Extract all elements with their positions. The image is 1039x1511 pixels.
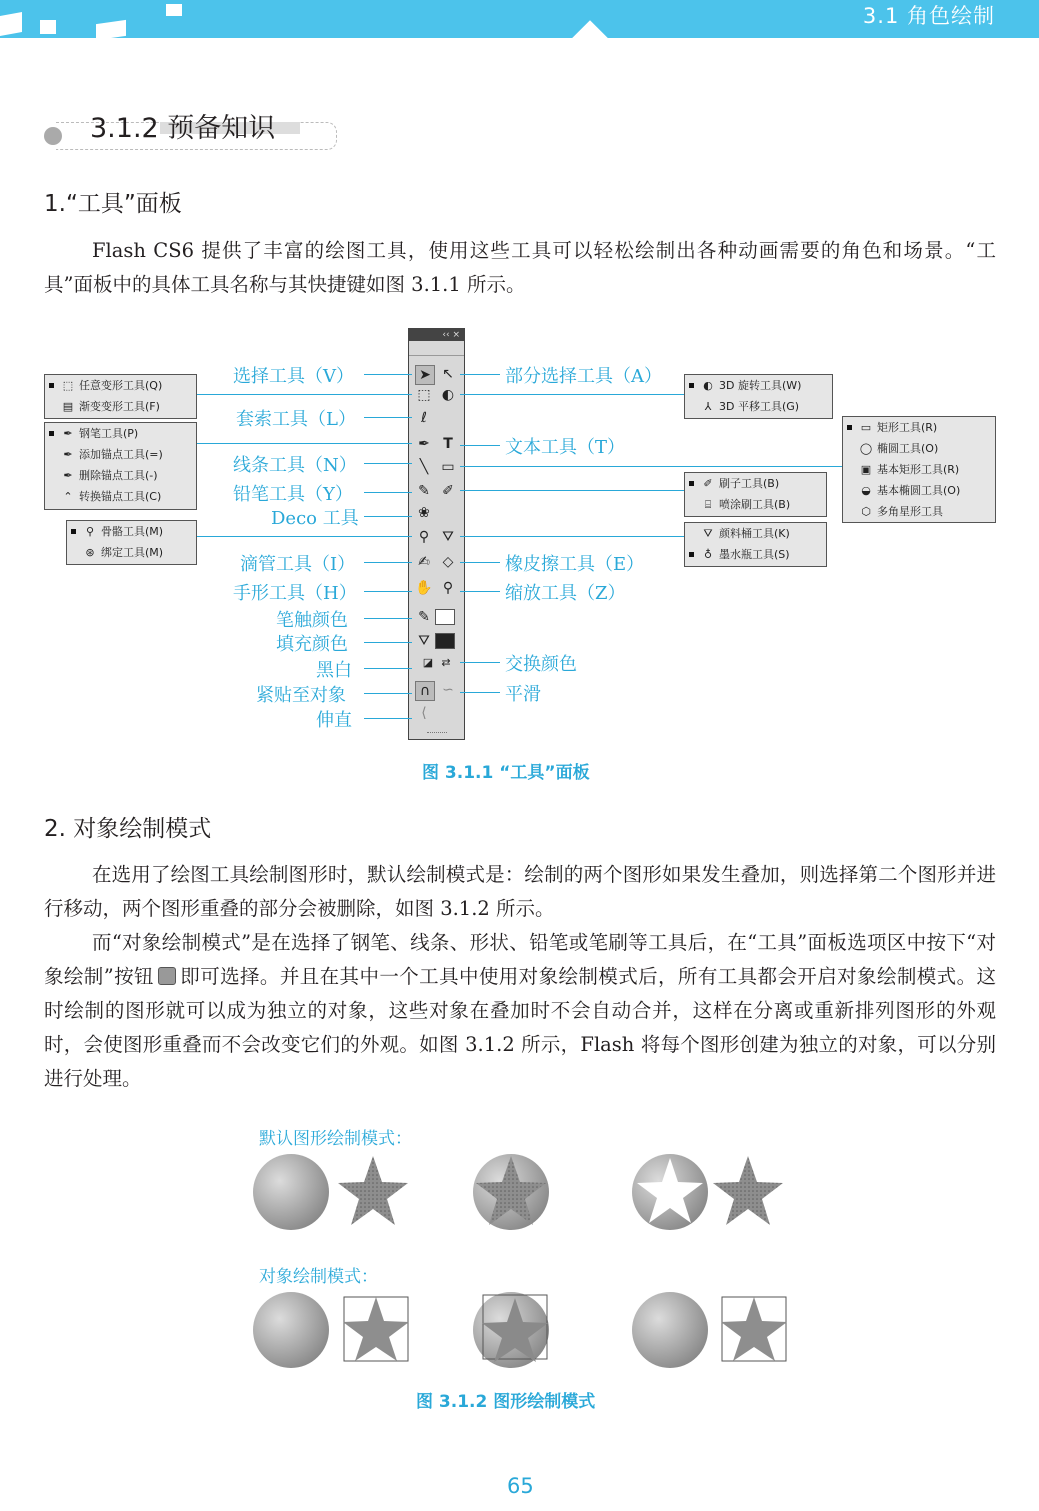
page-number: 65 (507, 1474, 534, 1498)
flyout-item[interactable] (685, 396, 832, 417)
connector-pen (196, 443, 412, 444)
leader-line (364, 693, 412, 694)
flyout-item[interactable] (685, 544, 826, 565)
polystar-icon: ⬡ (861, 505, 871, 518)
flyout-item[interactable] (45, 486, 196, 507)
flyout-item-label: 墨水瓶工具(S) (719, 548, 790, 561)
section-title: 3.1.2 预备知识 (90, 113, 276, 144)
connector-transform (196, 394, 412, 395)
header-decoration (166, 4, 182, 16)
flyout-item-label: 钢笔工具(P) (79, 427, 139, 440)
brush-icon[interactable]: ✐ (442, 483, 454, 499)
selection-arrow-icon[interactable]: ➤ (415, 365, 435, 385)
page-header (0, 0, 1039, 38)
deco-icon[interactable]: ❀ (418, 505, 430, 521)
bone-icon: ⚲ (85, 525, 95, 538)
label-pencil-tool: 铅笔工具（Y） (233, 484, 353, 505)
leader-line (460, 692, 500, 693)
default-star-moved (713, 1156, 783, 1225)
rectangle-icon: ▭ (860, 421, 872, 434)
free-transform-icon[interactable]: ⬚ (417, 387, 431, 403)
flyout-item-label: 刷子工具(B) (719, 477, 780, 490)
leader-line (460, 445, 500, 446)
leader-line (364, 642, 412, 643)
swap-colors-icon[interactable]: ⇄ (441, 656, 451, 669)
label-subselection-tool: 部分选择工具（A） (505, 366, 662, 387)
label-hand-tool: 手形工具（H） (233, 583, 357, 604)
primitive-oval-icon: ◒ (861, 484, 871, 497)
label-eraser-tool: 橡皮擦工具（E） (505, 554, 645, 575)
oval-icon: ◯ (859, 442, 873, 455)
label-smooth: 平滑 (505, 684, 541, 705)
connector-brush (460, 490, 684, 491)
flyout-item[interactable] (843, 501, 995, 522)
object-circle-1 (253, 1292, 329, 1368)
black-white-icon[interactable]: ◪ (422, 656, 434, 669)
lasso-icon[interactable]: ℓ (421, 410, 427, 426)
flyout-brush-tools (684, 472, 827, 517)
connector-bucket (460, 536, 684, 537)
flyout-transform-tools (44, 374, 197, 419)
flyout-item-label: 绑定工具(M) (101, 546, 164, 559)
flyout-item-label: 多角星形工具 (877, 505, 943, 518)
leader-line (364, 668, 412, 669)
object-drawing-button-icon (158, 967, 176, 985)
label-deco-tool: Deco 工具 (271, 508, 359, 529)
flyout-item[interactable] (45, 396, 196, 417)
label-object-mode: 对象绘制模式： (259, 1267, 378, 1287)
leader-line (364, 492, 412, 493)
leader-line (460, 374, 500, 375)
flyout-item[interactable] (685, 494, 826, 515)
flyout-3d-tools (684, 374, 833, 419)
leader-line (460, 591, 500, 592)
smooth-icon[interactable]: ∽ (442, 682, 454, 698)
pen-icon: ✒ (63, 427, 73, 440)
bone-icon[interactable]: ⚲ (418, 529, 430, 545)
flyout-bone-tools (66, 520, 197, 565)
leader-line (460, 662, 500, 663)
tools-panel-resize-grip (427, 732, 447, 736)
text-icon[interactable]: T (443, 436, 453, 452)
flyout-item[interactable] (685, 375, 832, 396)
flyout-item[interactable] (45, 444, 196, 465)
leader-line (364, 618, 412, 619)
flyout-item[interactable] (843, 459, 995, 480)
flyout-item[interactable] (843, 417, 995, 438)
flyout-item-label: 添加锚点工具(=) (79, 448, 163, 461)
leader-line (364, 718, 412, 719)
leader-line (364, 417, 412, 418)
flyout-item[interactable] (67, 521, 196, 542)
flyout-item-label: 任意变形工具(Q) (79, 379, 163, 392)
heading-tools-panel: 1.“工具”面板 (44, 191, 182, 217)
gradient-transform-icon: ▤ (62, 400, 74, 413)
pencil-icon[interactable]: ✎ (418, 483, 430, 499)
flyout-item[interactable] (67, 542, 196, 563)
label-line-tool: 线条工具（N） (233, 455, 357, 476)
label-default-mode: 默认图形绘制模式： (259, 1129, 412, 1149)
paint-bucket-icon[interactable]: ⛛ (442, 529, 454, 545)
connector-bone (196, 536, 412, 537)
add-anchor-icon: ✒ (63, 448, 73, 461)
tools-panel-titlebar: ‹‹ × (409, 329, 464, 341)
default-star-1 (338, 1156, 408, 1225)
fill-color-swatch[interactable] (435, 633, 455, 649)
paragraph-3-part-a: 而“对象绘制模式”是在选择了钢笔、线条、形状、铅笔或笔刷等工具后，在“工具”面板选项区中按下“对象绘制”按钮 (44, 931, 996, 988)
object-circle-3 (632, 1292, 708, 1368)
paint-bucket-icon: ⛛ (703, 527, 713, 540)
rectangle-icon[interactable]: ▭ (441, 459, 455, 475)
flyout-item-label: 3D 平移工具(G) (719, 400, 800, 413)
tools-panel (408, 328, 465, 740)
fill-bucket-icon: ⛛ (418, 633, 430, 649)
primitive-rectangle-icon: ▣ (860, 463, 872, 476)
flyout-item[interactable] (45, 423, 196, 444)
stroke-pencil-icon: ✎ (418, 609, 430, 625)
label-stroke-color: 笔触颜色 (276, 610, 348, 631)
figure-1-caption: 图 3.1.1 “工具”面板 (422, 763, 590, 783)
flyout-item-label: 基本矩形工具(R) (877, 463, 960, 476)
brush-icon: ✐ (703, 477, 713, 490)
leader-line (364, 562, 412, 563)
header-notch (570, 20, 610, 60)
leader-line (364, 591, 412, 592)
line-icon[interactable]: ╲ (419, 459, 429, 475)
flyout-pen-tools (44, 422, 197, 510)
zoom-icon[interactable]: ⚲ (442, 580, 454, 596)
straighten-icon[interactable]: ⟨ (421, 705, 427, 721)
label-zoom-tool: 缩放工具（Z） (505, 583, 626, 604)
flyout-item[interactable] (45, 375, 196, 396)
label-snap-to-objects: 紧贴至对象 (256, 685, 346, 706)
leader-line (364, 516, 412, 517)
leader-line (460, 562, 500, 563)
label-black-white: 黑白 (316, 660, 352, 681)
flyout-item-label: 转换锚点工具(C) (79, 490, 162, 503)
flyout-item-label: 喷涂刷工具(B) (719, 498, 791, 511)
flyout-item-label: 渐变变形工具(F) (79, 400, 160, 413)
flyout-item-label: 基本椭圆工具(O) (877, 484, 961, 497)
subselection-arrow-icon[interactable]: ↖ (442, 366, 454, 382)
default-circle-1 (253, 1154, 329, 1230)
label-eyedropper-tool: 滴管工具（I） (240, 554, 356, 575)
paragraph-2: 在选用了绘图工具绘制图形时，默认绘制模式是：绘制的两个图形如果发生叠加，则选择第二个图形并进行移动，两个图形重叠的部分会被删除，如图 3.1.2 所示。 (44, 863, 996, 920)
delete-anchor-icon: ✒ (63, 469, 73, 482)
heading-object-drawing-mode: 2. 对象绘制模式 (44, 816, 212, 842)
label-fill-color: 填充颜色 (276, 634, 348, 655)
bind-icon: ⊛ (85, 546, 95, 559)
pen-icon[interactable]: ✒ (418, 436, 430, 452)
leader-line (364, 463, 412, 464)
flyout-item-label: 椭圆工具(O) (877, 442, 939, 455)
snap-to-objects-icon[interactable]: ∩ (415, 681, 435, 701)
header-decoration (96, 20, 126, 40)
tools-panel-grip (409, 341, 464, 356)
ink-bottle-icon: ♁ (703, 548, 713, 561)
3d-rotation-icon[interactable]: ◐ (441, 387, 455, 403)
section-heading-dot (44, 127, 62, 145)
figure-2-caption: 图 3.1.2 图形绘制模式 (416, 1392, 596, 1412)
connector-shape (460, 466, 842, 467)
hand-icon[interactable]: ✋ (415, 580, 433, 596)
paragraph-3-part-b: 即可选择。并且在其中一个工具中使用对象绘制模式后，所有工具都会开启对象绘制模式。这时绘制的图形就可以成为独立的对象，这些对象在叠加时不会自动合并，这样在分离或重新排列图形的外观时，会使图形重叠而不会改变它们的外观。如图 3.1.2 所示，Flash 将每个图形创建为独立的对象，可以分别进行处理。 (44, 965, 996, 1090)
chapter-title: 3.1 角色绘制 (862, 4, 995, 28)
drawing-mode-illustration (240, 1150, 800, 1380)
3d-rotation-icon: ◐ (703, 379, 713, 392)
eraser-icon[interactable]: ◇ (442, 554, 454, 570)
spray-brush-icon: ⌸ (704, 498, 712, 511)
label-text-tool: 文本工具（T） (505, 437, 626, 458)
3d-translation-icon: ⅄ (704, 400, 712, 413)
label-straighten: 伸直 (316, 710, 352, 731)
eyedropper-icon[interactable]: ✍ (418, 554, 430, 570)
label-lasso-tool: 套索工具（L） (236, 409, 356, 430)
flyout-item[interactable] (843, 438, 995, 459)
header-decoration (0, 12, 22, 36)
connector-3d (460, 394, 684, 395)
free-transform-icon: ⬚ (62, 379, 74, 392)
label-selection-tool: 选择工具（V） (233, 366, 354, 387)
paragraph-3 (44, 926, 996, 1096)
convert-anchor-icon: ⌃ (63, 490, 73, 503)
header-decoration (40, 20, 56, 34)
stroke-color-swatch[interactable] (435, 609, 455, 625)
flyout-bucket-tools (684, 522, 827, 567)
flyout-item[interactable] (843, 480, 995, 501)
flyout-item[interactable] (685, 523, 826, 544)
flyout-item[interactable] (685, 473, 826, 494)
flyout-item-label: 颜料桶工具(K) (719, 527, 790, 540)
flyout-item-label: 删除锚点工具(-) (79, 469, 158, 482)
paragraph-1: Flash CS6 提供了丰富的绘图工具，使用这些工具可以轻松绘制出各种动画需要的角色和场景。“工具”面板中的具体工具名称与其快捷键如图 3.1.1 所示。 (44, 239, 996, 296)
flyout-item-label: 骨骼工具(M) (101, 525, 164, 538)
flyout-item-label: 矩形工具(R) (877, 421, 938, 434)
label-swap-colors: 交换颜色 (505, 654, 577, 675)
leader-line (364, 374, 412, 375)
flyout-item-label: 3D 旋转工具(W) (719, 379, 802, 392)
flyout-shape-tools (842, 416, 996, 523)
flyout-item[interactable] (45, 465, 196, 486)
